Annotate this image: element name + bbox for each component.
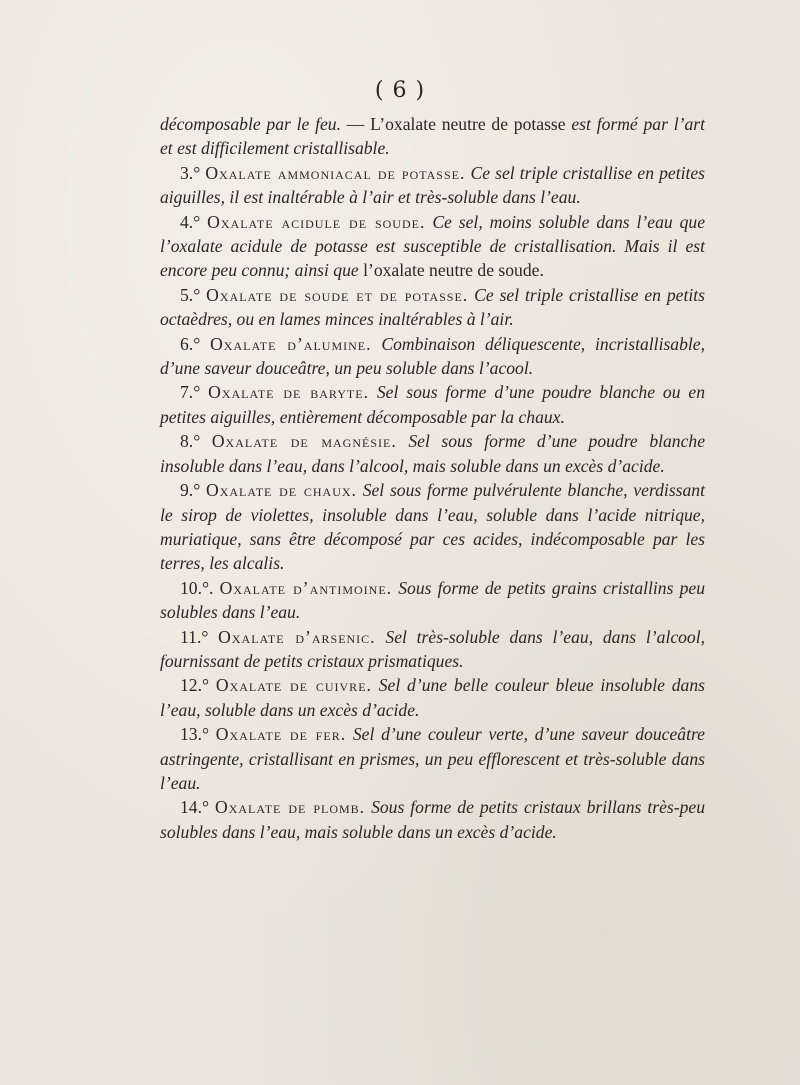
entry-ammoniacal-potasse [160,161,705,210]
body-text [160,112,705,844]
entry-text: Sel sous forme d’une poudre blanche insoluble dans l’eau, dans l’alcool, mais soluble dans un excès d’acide. [160,431,706,476]
entry-heading: Oxalate d’alumine. [210,333,372,354]
entry-cuivre [160,673,705,722]
entry-antimoine [160,576,705,625]
entry-baryte [160,380,705,429]
entry-text: Sous forme de petits cristaux brillans très-peu solubles dans l’eau, mais soluble dans un excès d’acide. [160,797,706,842]
entry-text: Sel très-soluble dans l’eau, dans l’alcool, fournissant de petits cristaux prismatiques. [160,626,706,671]
entry-alumine [160,332,705,381]
entry-heading: Oxalate acidule de soude. [207,211,426,232]
entry-heading: Oxalate de plomb. [215,797,366,818]
entry-heading: Oxalate de magnésie. [211,431,397,452]
entry-number: 4.° [180,211,201,232]
entry-number: 12.° [180,675,210,696]
entry-heading: Oxalate de fer. [215,724,347,745]
entry-number: 8.° [180,431,201,452]
entry-fer [160,722,705,795]
entry-heading: Oxalate d’antimoine. [219,577,393,598]
entry-heading: Oxalate de chaux. [206,480,357,501]
entry-number: 3.° [180,162,201,183]
text-run: — L’oxalate neutre de potasse [341,114,572,134]
entry-soude-potasse [160,283,705,332]
entry-heading: Oxalate ammoniacal de potasse. [205,162,466,183]
entry-text: l’oxalate neutre de soude. [363,260,544,281]
entry-number: 5.° [180,284,201,305]
entry-number: 6.° [180,333,201,354]
page-number: ( 6 ) [374,78,426,103]
entry-number: 14.° [180,797,210,818]
entry-text: Sel d’une couleur verte, d’une saveur douceâtre astringente, cristallisant en prismes, un peu efflorescent et très-soluble dans l’eau. [160,724,705,793]
entry-chaux [160,478,705,576]
text-run: est formé par l’art et est difficilement cristallisable. [160,114,705,159]
text-run: décomposable par le feu. [160,114,341,134]
entry-heading: Oxalate de cuivre. [215,675,372,696]
entry-number: 13.° [180,724,210,745]
entry-text: Ce sel triple cristallise en petits octaèdres, ou en lames minces inaltérables à l’air. [160,284,705,330]
entry-text: Ce sel, moins soluble dans l’eau que l’oxalate acidule de potasse est susceptible de cristallisation. Mais il est encore peu connu; ainsi que [160,211,705,281]
paragraph-continuation [160,112,705,161]
entry-number: 7.° [180,382,201,403]
entry-heading: Oxalate de soude et de potasse. [206,284,469,305]
entry-text: Sous forme de petits grains cristallins peu solubles dans l’eau. [160,577,705,623]
entry-text: Combinaison déliquescente, incristallisable, d’une saveur douceâtre, un peu soluble dans l’acool. [160,333,705,379]
entry-heading: Oxalate d’arsenic. [218,626,376,647]
entry-text: Sel sous forme d’une poudre blanche ou en petites aiguilles, entièrement décomposable par la chaux. [160,382,705,427]
entry-plomb [160,795,705,844]
entry-arsenic [160,625,705,674]
entry-number: 11.° [180,626,209,647]
entry-acidule-soude [160,210,705,283]
entry-magnesie [160,429,705,478]
entry-number: 9.° [180,480,201,501]
entry-text: Sel sous forme pulvérulente blanche, verdissant le sirop de violettes, insoluble dans l’eau, soluble dans l’acide nitrique, muriatique, sans être décomposé par ces acides, indécomposable par les terres, les alcalis. [160,480,705,574]
entry-heading: Oxalate de baryte. [208,382,369,403]
entry-text: Ce sel triple cristallise en petites aiguilles, il est inaltérable à l’air et très-soluble dans l’eau. [160,162,706,208]
entry-number: 10.°. [180,577,214,598]
entry-text: Sel d’une belle couleur bleue insoluble dans l’eau, soluble dans un excès d’acide. [160,675,705,720]
